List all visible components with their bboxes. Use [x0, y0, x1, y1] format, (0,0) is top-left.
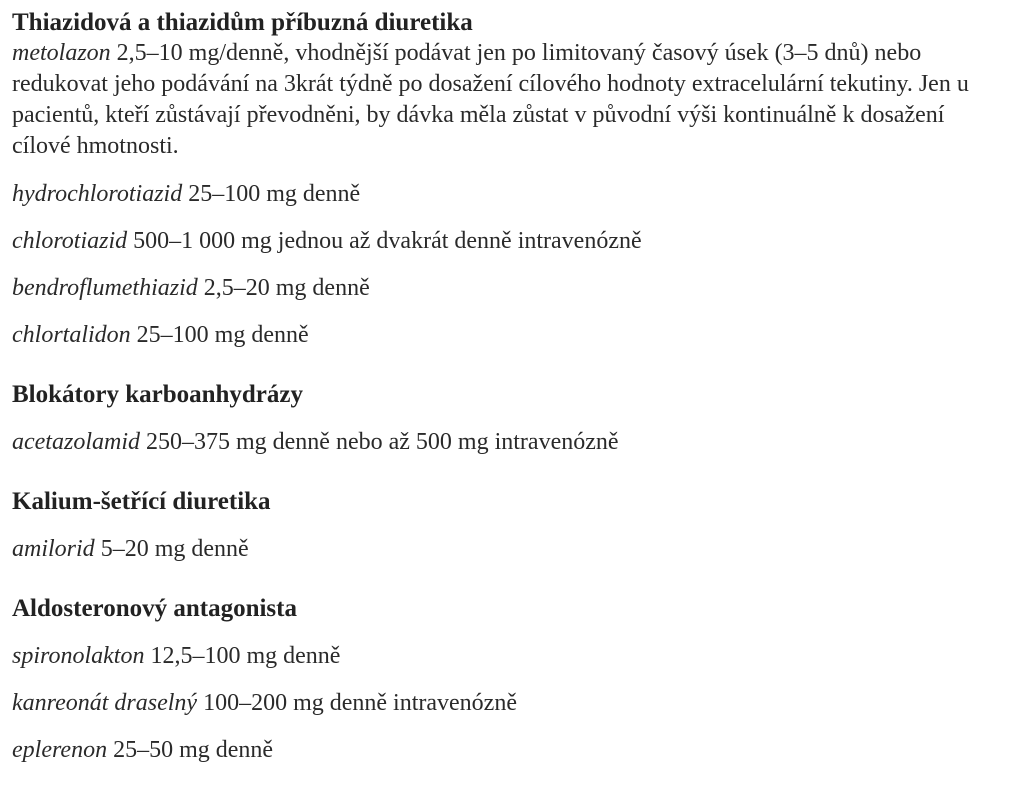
drug-name: metolazon: [12, 40, 111, 66]
section-heading: Thiazidová a thiazidům příbuzná diuretika: [12, 9, 473, 36]
drug-line: [12, 273, 1015, 303]
drug-name: acetazolamid: [12, 429, 140, 455]
drug-name: chlortalidon: [12, 322, 131, 348]
section-heading: Aldosteronový antagonista: [12, 595, 297, 622]
drug-dose: 5–20 mg denně: [94, 536, 249, 562]
section-thiazide: [12, 8, 1015, 350]
paragraph-text: 2,5–10 mg/denně, vhodnější podávat jen po limitovaný časový úsek (3–5 dnů) nebo redukovat jeho podávání na 3krát týdně po dosažení cílového hodnoty extracelulární tekutiny. Jen u pacientů, kteří zůstávají převodněni, by dávka měla zůstat v původní výši kontinuálně k dosažení cílové hmotnosti.: [12, 40, 969, 159]
section-heading: Blokátory karboanhydrázy: [12, 381, 304, 408]
drug-name: amilorid: [12, 536, 95, 562]
drug-dose: 250–375 mg denně nebo až 500 mg intravenózně: [139, 429, 619, 455]
drug-name: bendroflumethiazid: [12, 275, 198, 301]
section-carbonic-anhydrase: [12, 380, 1015, 457]
drug-name: chlorotiazid: [12, 228, 128, 254]
drug-line: [12, 688, 1015, 718]
drug-line: [12, 735, 1015, 765]
drug-line: [12, 641, 1015, 671]
drug-dose: 100–200 mg denně intravenózně: [197, 690, 517, 716]
drug-dose: 500–1 000 mg jednou až dvakrát denně intravenózně: [127, 228, 642, 254]
drug-dose: 25–100 mg denně: [130, 322, 309, 348]
drug-line: [12, 320, 1015, 350]
drug-name: spironolakton: [12, 643, 145, 669]
drug-dose: 25–100 mg denně: [182, 181, 361, 207]
drug-name: hydrochlorotiazid: [12, 181, 183, 207]
drug-line: [12, 534, 1015, 564]
drug-dose: 25–50 mg denně: [107, 737, 274, 763]
drug-line: [12, 179, 1015, 209]
drug-name: kanreonát draselný: [12, 690, 198, 716]
metolazon-paragraph: [12, 38, 997, 162]
drug-line: [12, 226, 1015, 256]
section-heading: Kalium-šetřící diuretika: [12, 488, 271, 515]
drug-dose: 12,5–100 mg denně: [144, 643, 341, 669]
section-aldosterone: [12, 594, 1015, 765]
drug-dose: 2,5–20 mg denně: [197, 275, 370, 301]
section-potassium-sparing: [12, 487, 1015, 564]
drug-line: [12, 427, 1015, 457]
drug-name: eplerenon: [12, 737, 108, 763]
